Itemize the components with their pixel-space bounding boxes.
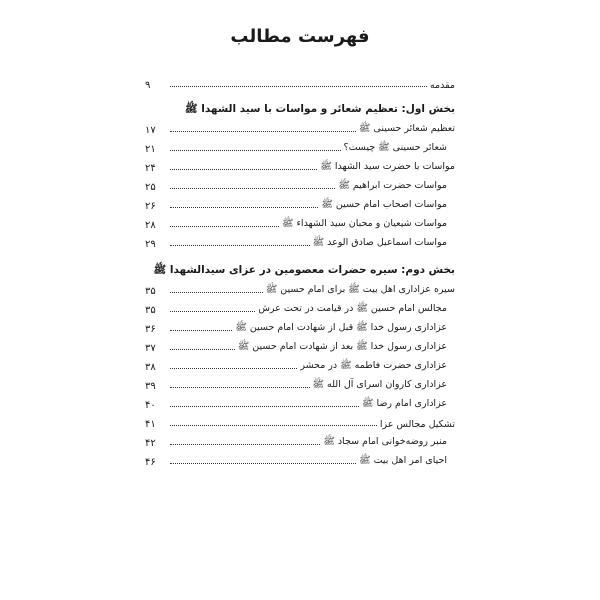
toc-entry-label: منبر روضه‌خوانی امام سجاد ﷺ: [323, 436, 447, 447]
toc-entry-label: احیای امر اهل بیت ﷺ: [359, 455, 447, 466]
toc-entry-label: مواسات شیعیان و محبان سید الشهداء ﷺ: [281, 218, 447, 229]
toc-entry-intro[interactable]: [145, 72, 455, 91]
toc-entry[interactable]: [145, 449, 455, 468]
toc-entry[interactable]: [145, 411, 455, 430]
dot-leader: [170, 226, 279, 227]
toc-entry-page: ۴۲: [145, 438, 156, 449]
toc-entry[interactable]: [145, 373, 455, 392]
toc-entry[interactable]: [145, 316, 455, 335]
toc-entry[interactable]: [145, 212, 455, 231]
toc-entry-page: ۳۹: [145, 381, 156, 392]
dot-leader: [170, 425, 377, 426]
toc-entry-page: ۲۵: [145, 182, 156, 193]
toc-entry-page: ۳۵: [145, 286, 156, 297]
section-heading-part2: بخش دوم: سیره حضرات معصومین در عزای سیدالشهدا ﷺ: [153, 264, 455, 276]
toc-entry-page: ۳۵: [145, 305, 156, 316]
toc-entry[interactable]: [145, 335, 455, 354]
toc-entry-label: مواسات اسماعیل صادق الوعد ﷺ: [312, 237, 447, 248]
table-of-contents: [145, 72, 455, 468]
toc-entry-label: عزاداری رسول خدا ﷺ بعد از شهادت امام حسین ﷺ: [237, 341, 447, 352]
page-title: فهرست مطالب: [230, 26, 370, 47]
dot-leader: [170, 406, 359, 407]
dot-leader: [170, 463, 356, 464]
toc-entry-page: ۲۱: [145, 144, 156, 155]
part2-entries: [145, 278, 455, 468]
toc-entry[interactable]: [145, 174, 455, 193]
toc-entry-page: ۲۶: [145, 201, 156, 212]
toc-entry[interactable]: [145, 117, 455, 136]
dot-leader: [170, 349, 235, 350]
dot-leader: [170, 207, 318, 208]
toc-entry[interactable]: [145, 193, 455, 212]
toc-entry-page: ۹: [145, 80, 151, 91]
dot-leader: [170, 444, 320, 445]
toc-entry-page: ۴۱: [145, 419, 156, 430]
toc-entry[interactable]: [145, 231, 455, 250]
toc-entry-label: شعائر حسینی ﷺ چیست؟: [343, 142, 447, 153]
toc-entry-page: ۲۸: [145, 220, 156, 231]
toc-entry[interactable]: [145, 354, 455, 373]
toc-entry-label: عزاداری امام رضا ﷺ: [361, 398, 447, 409]
toc-entry[interactable]: [145, 278, 455, 297]
toc-entry-page: ۳۶: [145, 324, 156, 335]
toc-entry-label: عزاداری کاروان اسرای آل الله ﷺ: [312, 379, 447, 390]
toc-entry-label: مواسات حضرت ابراهیم ﷺ: [338, 180, 447, 191]
toc-entry-page: ۴۰: [145, 400, 156, 411]
toc-entry-page: ۳۸: [145, 362, 156, 373]
dot-leader: [170, 86, 427, 87]
toc-entry-label: مواسات با حضرت سید الشهدا ﷺ: [320, 161, 455, 172]
dot-leader: [170, 245, 310, 246]
section-heading-part1: بخش اول: تعظیم شعائر و مواسات با سید الشهدا ﷺ: [184, 103, 455, 115]
toc-entry-label: مقدمه: [429, 80, 455, 91]
toc-entry[interactable]: [145, 430, 455, 449]
toc-entry-label: تشکیل مجالس عزا: [379, 419, 455, 430]
toc-entry-label: عزاداری رسول خدا ﷺ قبل از شهادت امام حسین ﷺ: [235, 322, 447, 333]
dot-leader: [170, 169, 317, 170]
toc-entry[interactable]: [145, 392, 455, 411]
toc-entry-page: ۳۷: [145, 343, 156, 354]
dot-leader: [170, 188, 335, 189]
toc-entry-label: تعظیم شعائر حسینی ﷺ: [358, 123, 455, 134]
toc-entry-page: ۴۶: [145, 457, 156, 468]
dot-leader: [170, 387, 310, 388]
toc-entry-label: مواسات اصحاب امام حسین ﷺ: [321, 199, 447, 210]
toc-entry-page: ۲۴: [145, 163, 156, 174]
toc-entry-page: ۱۷: [145, 125, 156, 136]
dot-leader: [170, 368, 297, 369]
toc-entry[interactable]: [145, 136, 455, 155]
dot-leader: [170, 292, 263, 293]
part1-entries: [145, 117, 455, 250]
toc-entry-page: ۲۹: [145, 239, 156, 250]
toc-entry-label: عزاداری حضرت فاطمه ﷺ در محشر: [300, 360, 447, 371]
dot-leader: [170, 131, 356, 132]
toc-entry[interactable]: [145, 297, 455, 316]
toc-entry-label: سیره عزاداری اهل بیت ﷺ برای امام حسین ﷺ: [265, 284, 455, 295]
toc-entry[interactable]: [145, 155, 455, 174]
dot-leader: [170, 311, 255, 312]
dot-leader: [170, 150, 341, 151]
toc-entry-label: مجالس امام حسین ﷺ در قیامت در تحت عرش: [258, 303, 447, 314]
dot-leader: [170, 330, 232, 331]
